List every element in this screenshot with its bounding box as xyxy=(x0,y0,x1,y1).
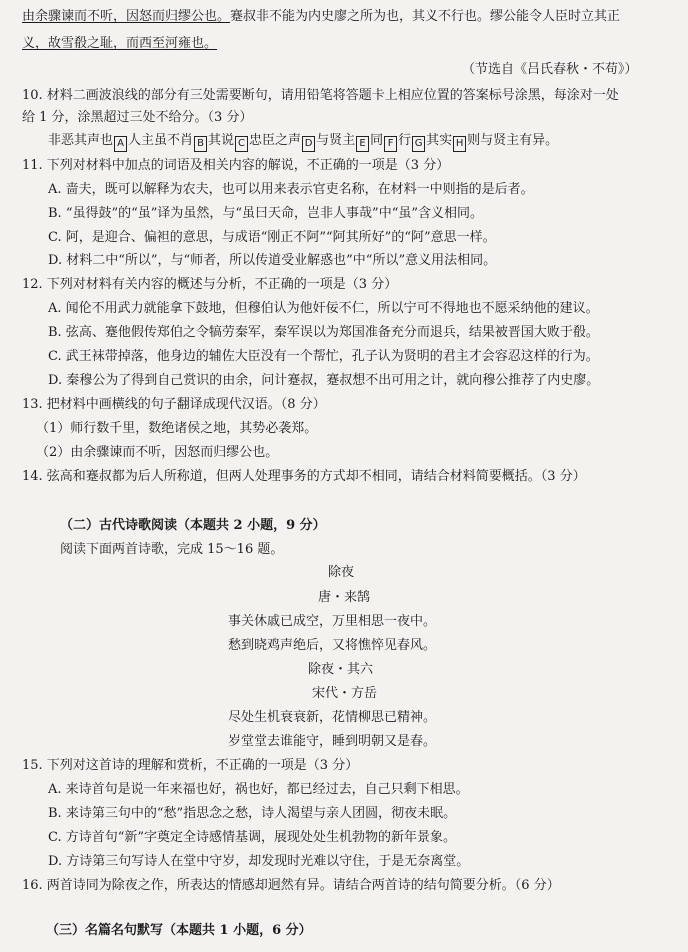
poem2-line-1: 尽处生机衰衰新，花情柳思已精神。 xyxy=(228,710,437,725)
q12-option-a: A. 闻伦不用武力就能拿下鼓地，但穆伯认为他奸佞不仁，所以宁可不得地也不愿采纳他的建议。 xyxy=(48,301,599,316)
q10-segment-line xyxy=(48,132,558,152)
q10-segment-text: 则与贤主有异。 xyxy=(467,133,559,148)
q12-option-c: C. 武王袜带掉落，他身边的辅佐大臣没有一个帮忙，孔子认为贤明的君主才会容忍这样的行为。 xyxy=(48,349,599,364)
q11-stem: 11. 下列对材料中加点的词语及相关内容的解说，不正确的一项是（3 分） xyxy=(22,158,450,173)
q10-segment-text: 其说 xyxy=(208,133,235,148)
answer-label-box: H xyxy=(453,136,466,152)
q13-sentence-2: （2）由余骤谏而不听，因怒而归缪公也。 xyxy=(36,445,279,460)
poem2-line-2: 岁堂堂去谁能守，睡到明朝又是春。 xyxy=(228,734,437,749)
q10-segment-text: 非恶其声也 xyxy=(48,133,114,148)
passage-line xyxy=(22,8,620,26)
answer-label-box: B xyxy=(194,136,207,152)
passage-line xyxy=(22,35,217,53)
underlined-sentence: 由余骤谏而不听，因怒而归缪公也。 xyxy=(22,9,231,24)
q11-option-c: C. 阿，是迎合、偏袒的意思，与成语“刚正不阿”“阿其所好”的“阿”意思一样。 xyxy=(48,230,496,245)
source-citation: （节选自《吕氏春秋・不苟》） xyxy=(462,62,638,77)
poem1-line-2: 愁到晓鸡声绝后，又将憔悴见春风。 xyxy=(228,638,437,653)
q10-segment-text: 同 xyxy=(370,133,384,148)
q10-segment-text: 与贤主 xyxy=(316,133,356,148)
q10-stem-line1: 10. 材料二画波浪线的部分有三处需要断句，请用铅笔将答题卡上相应位置的答案标号涂黑，每涂对一处 xyxy=(22,88,619,103)
q16-stem: 16. 两首诗同为除夜之作，所表达的情感却迥然有异。请结合两首诗的结句简要分析。（6 分） xyxy=(22,878,560,893)
q15-option-c: C. 方诗首句“新”字奠定全诗感情基调，展现处处生机勃物的新年景象。 xyxy=(48,830,457,845)
poem1-title: 除夜 xyxy=(328,565,355,580)
passage-text: 蹇叔非不能为内史廖之所为也，其义不行也。缪公能令人臣时立其正 xyxy=(230,9,621,24)
q12-option-d: D. 秦穆公为了得到自己赏识的由余，问计蹇叔，蹇叔想不出可用之计，就向穆公推荐了内史廖。 xyxy=(48,373,600,388)
q10-segment-text: 其实 xyxy=(426,133,453,148)
q15-option-b: B. 来诗第三句中的“愁”指思念之愁，诗人渴望与亲人团圆，彻夜未眠。 xyxy=(48,806,457,821)
poem1-line-1: 事关休戚已成空，万里相思一夜中。 xyxy=(228,614,437,629)
q15-option-a: A. 来诗首句是说一年来福也好，祸也好，都已经过去，自己只剩下相思。 xyxy=(48,782,469,797)
poem2-title: 除夜・其六 xyxy=(308,662,374,677)
section-heading-poetry: （二）古代诗歌阅读（本题共 2 小题，9 分） xyxy=(60,518,326,533)
q13-stem: 13. 把材料中画横线的句子翻译成现代汉语。（8 分） xyxy=(22,397,326,412)
q12-option-b: B. 弦高、蹇他假传郑伯之令犒劳秦军，秦军误以为郑国准备充分而退兵，结果被晋国大败于殽。 xyxy=(48,325,599,340)
answer-label-box: D xyxy=(302,136,315,152)
q11-option-b: B. “虽得鼓”的“虽”译为虽然，与“虽曰天命，岂非人事哉”中“虽”含义相同。 xyxy=(48,206,483,221)
section-instruction: 阅读下面两首诗歌，完成 15～16 题。 xyxy=(60,542,284,557)
q13-sentence-1: （1）师行数千里，数绝诸侯之地，其势必袭郑。 xyxy=(36,421,318,436)
section-heading-recitation: （三）名篇名句默写（本题共 1 小题，6 分） xyxy=(46,923,312,938)
q10-segment-text: 忠臣之声 xyxy=(249,133,302,148)
poem1-author: 唐・来鹄 xyxy=(318,590,371,605)
q15-option-d: D. 方诗第三句写诗人在堂中守岁，却发现时光难以守住，于是无奈离堂。 xyxy=(48,854,470,869)
q11-option-d: D. 材料二中“所以”，与“师者，所以传道受业解惑也”中“所以”意义用法相同。 xyxy=(48,253,497,268)
poem2-author: 宋代・方岳 xyxy=(312,686,378,701)
q10-stem-line2: 给 1 分，涂黑超过三处不给分。（3 分） xyxy=(22,110,253,125)
answer-label-box: A xyxy=(114,136,127,152)
q10-segment-text: 行 xyxy=(398,133,412,148)
answer-label-box: G xyxy=(412,136,425,152)
q11-option-a: A. 啬夫，既可以解释为农夫，也可以用来表示官吏名称，在材料一中则指的是后者。 xyxy=(48,182,534,197)
q12-stem: 12. 下列对材料有关内容的概述与分析，不正确的一项是（3 分） xyxy=(22,277,398,292)
underlined-sentence: 义，故雪殽之耻，而西至河雍也。 xyxy=(22,36,218,51)
q15-stem: 15. 下列对这首诗的理解和赏析，不正确的一项是（3 分） xyxy=(22,758,359,773)
answer-label-box: C xyxy=(235,136,248,152)
q10-segment-text: 人主虽不肖 xyxy=(128,133,194,148)
q14-stem: 14. 弦高和蹇叔都为后人所称道，但两人处理事务的方式却不相同，请结合材料简要概括。（3 分） xyxy=(22,469,586,484)
answer-label-box: E xyxy=(356,136,369,152)
answer-label-box: F xyxy=(384,136,397,152)
